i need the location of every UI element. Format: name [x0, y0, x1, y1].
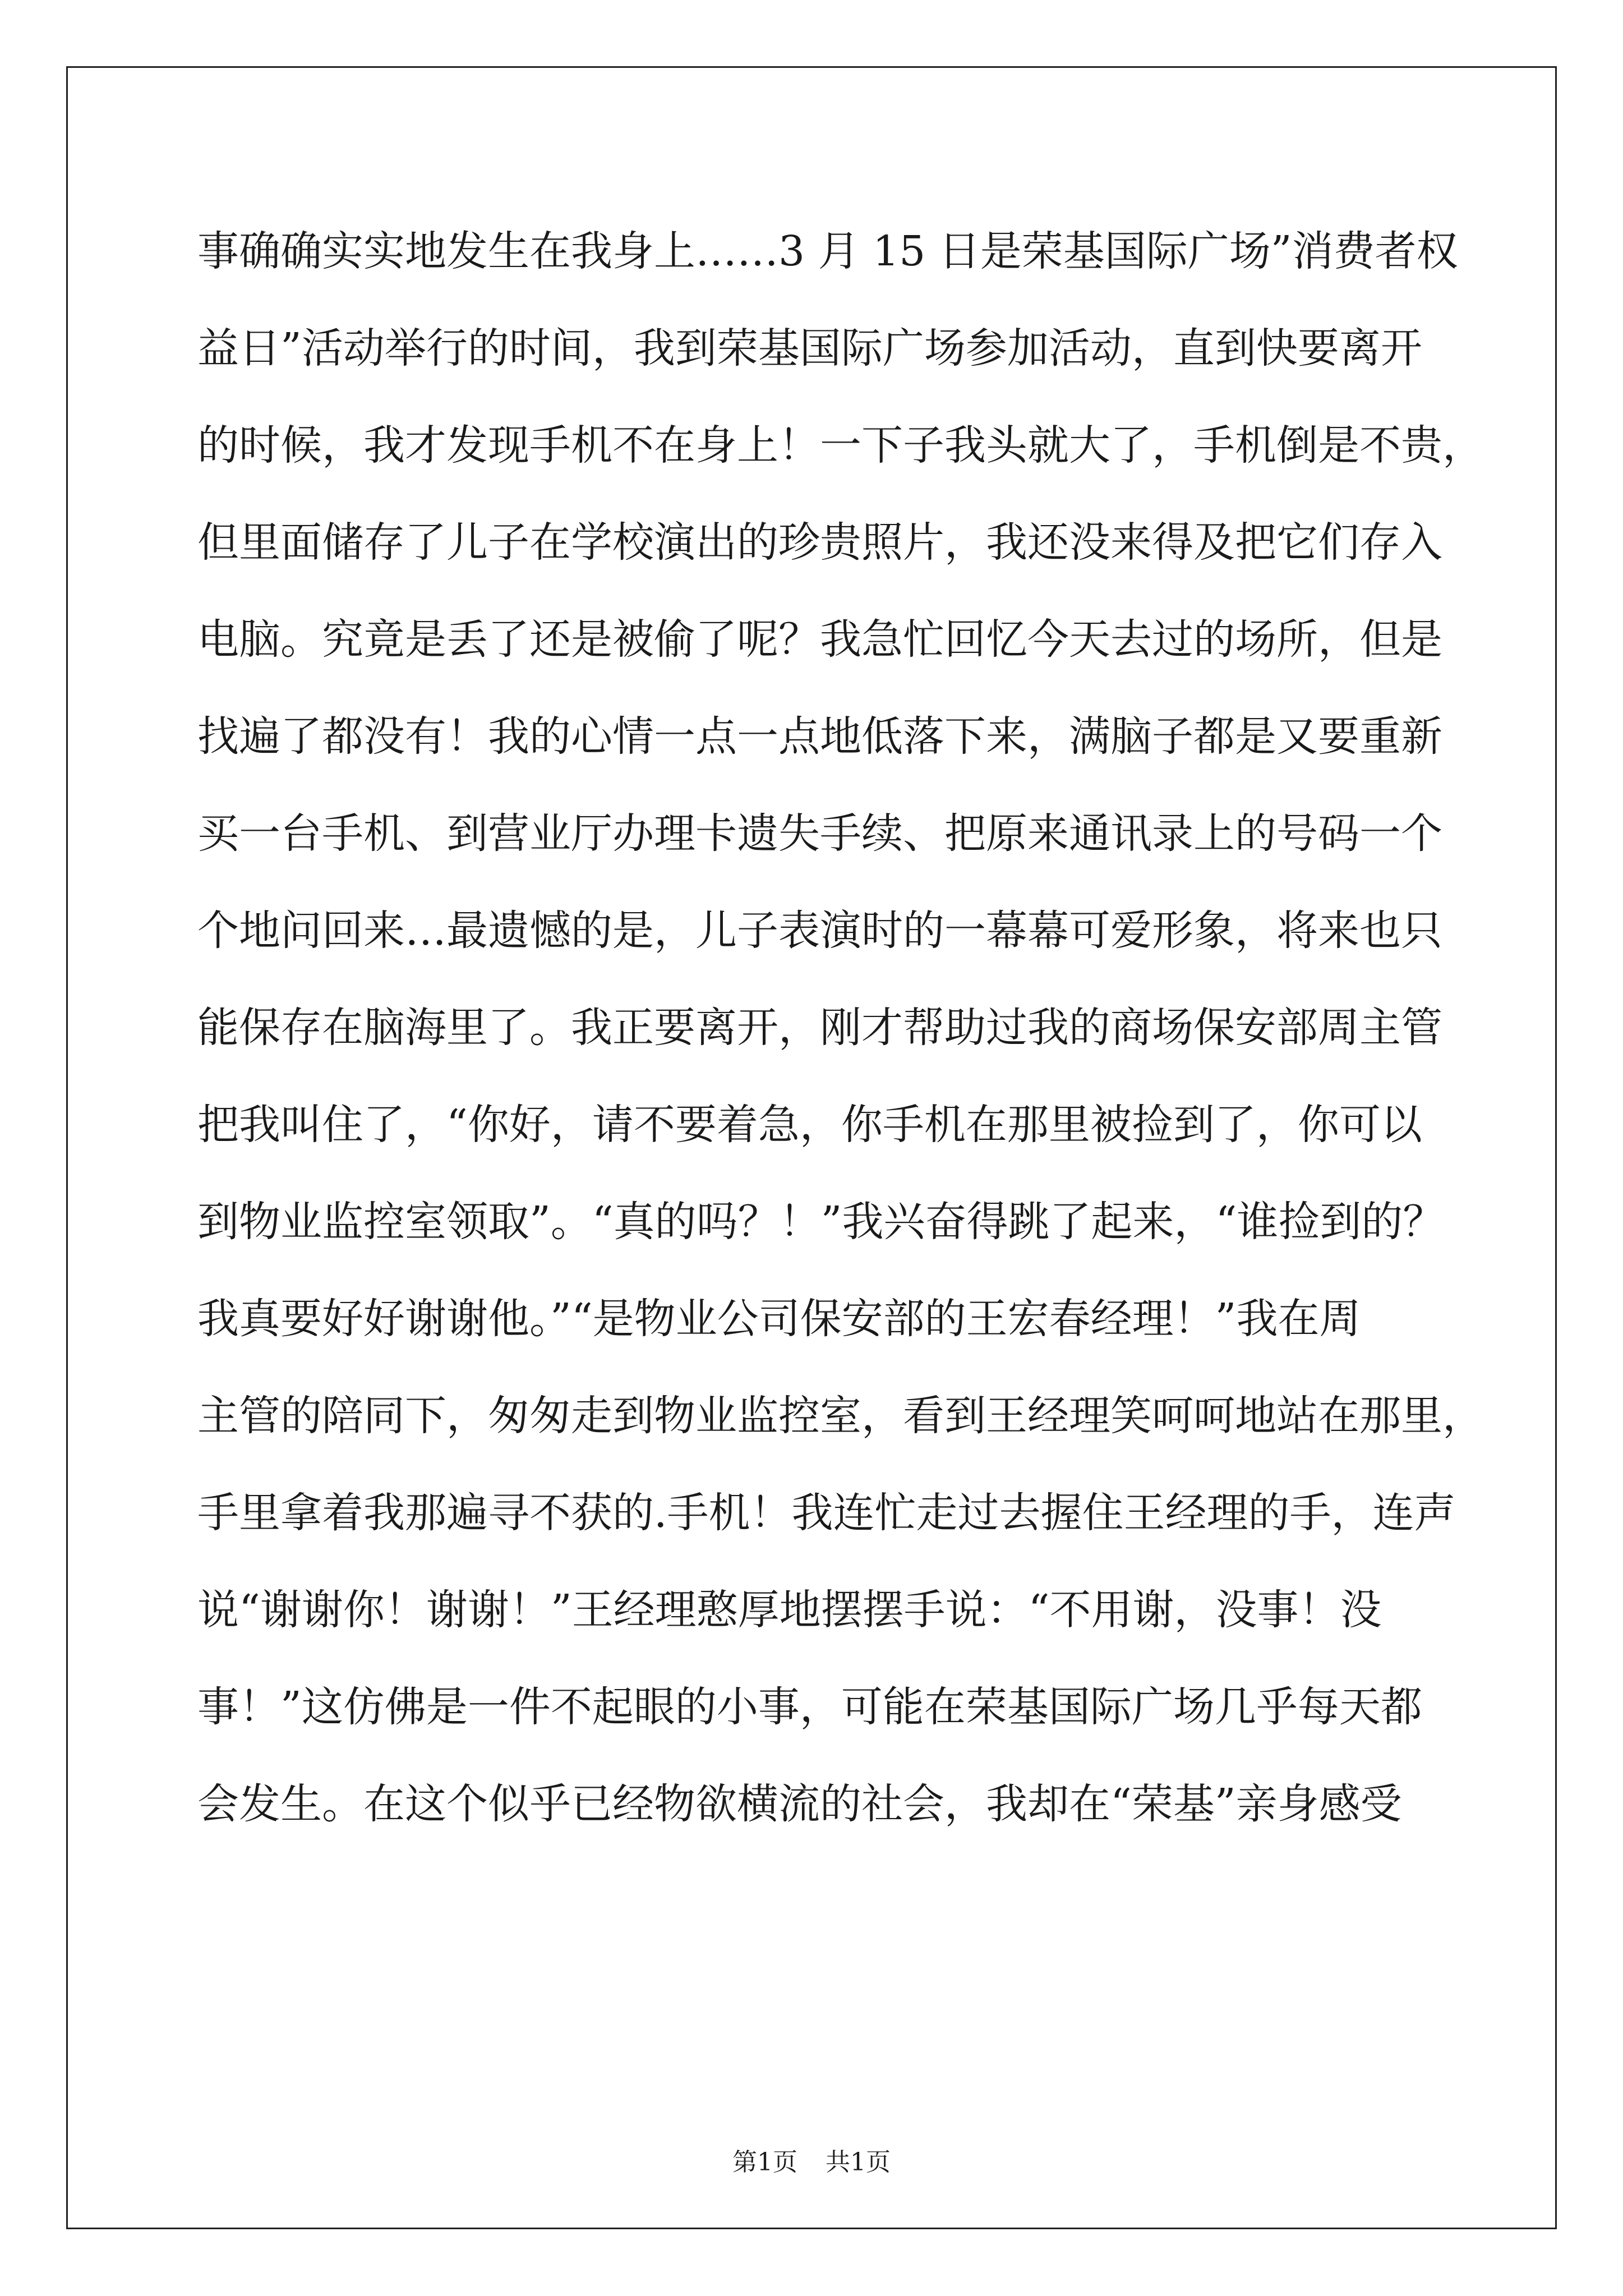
text-line-8: 个地问回来…最遗憾的是，儿子表演时的一幕幕可爱形象，将来也只: [197, 907, 1442, 955]
text-line-1: 事确确实实地发生在我身上……3 月 15 日是荣基国际广场”消费者权: [197, 227, 1458, 275]
text-line-16: 事！”这仿佛是一件不起眼的小事，可能在荣基国际广场几乎每天都: [197, 1683, 1422, 1731]
text-line-13: 主管的陪同下，匆匆走到物业监控室，看到王经理笑呵呵地站在那里，: [197, 1392, 1484, 1440]
text-line-12: 我真要好好谢谢他。”“是物业公司保安部的王宏春经理！”我在周: [197, 1295, 1361, 1343]
page-footer: [0, 2146, 1623, 2179]
text-line-9: 能保存在脑海里了。我正要离开，刚才帮助过我的商场保安部周主管: [197, 1004, 1442, 1052]
text-line-4: 但里面储存了儿子在学校演出的珍贵照片，我还没来得及把它们存入: [197, 518, 1442, 567]
text-line-14: 手里拿着我那遍寻不获的.手机！我连忙走过去握住王经理的手，连声: [197, 1489, 1456, 1537]
text-line-11: 到物业监控室领取”。“真的吗？！”我兴奋得跳了起来，“谁捡到的？: [197, 1198, 1445, 1246]
text-line-10: 把我叫住了，“你好，请不要着急，你手机在那里被捡到了，你可以: [197, 1101, 1422, 1149]
text-line-2: 益日”活动举行的时间，我到荣基国际广场参加活动，直到快要离开: [197, 324, 1422, 372]
text-line-17: 会发生。在这个似乎已经物欲横流的社会，我却在“荣基”亲身感受: [197, 1780, 1402, 1828]
document-body: [197, 218, 1484, 1867]
text-line-7: 买一台手机、到营业厅办理卡遗失手续、把原来通讯录上的号码一个: [197, 809, 1442, 858]
text-line-3: 的时候，我才发现手机不在身上！一下子我头就大了，手机倒是不贵，: [197, 421, 1484, 470]
text-line-15: 说“谢谢你！谢谢！”王经理憨厚地摆摆手说：“不用谢，没事！没: [197, 1586, 1382, 1634]
page-total: 共1页: [826, 2148, 891, 2177]
page-number: 第1页: [732, 2148, 797, 2177]
text-line-6: 找遍了都没有！我的心情一点一点地低落下来，满脑子都是又要重新: [197, 712, 1442, 761]
text-line-5: 电脑。究竟是丢了还是被偷了呢？我急忙回忆今天去过的场所，但是: [197, 615, 1442, 664]
